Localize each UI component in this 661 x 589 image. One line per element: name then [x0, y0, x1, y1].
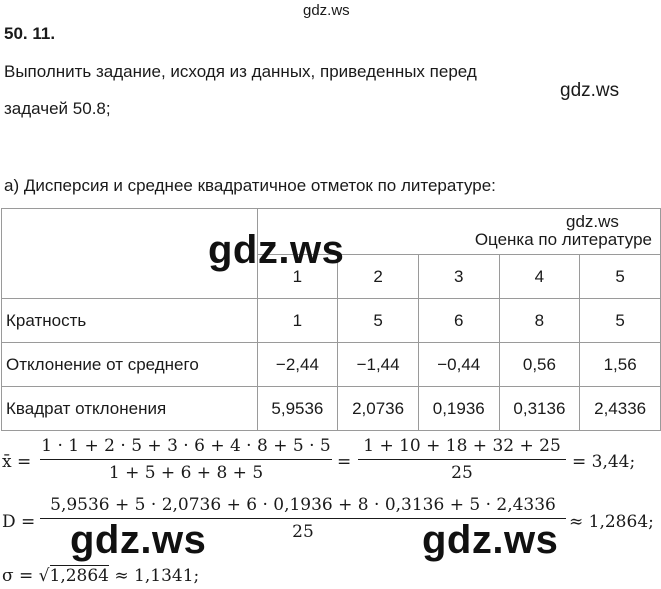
- row-label: Кратность: [2, 299, 258, 343]
- sigma-label: σ =: [2, 566, 34, 586]
- table-cell: 5: [580, 299, 661, 343]
- grade-cell: 5: [580, 255, 661, 299]
- table-cell: −2,44: [257, 343, 338, 387]
- table-cell: 5: [338, 299, 419, 343]
- table-cell: 1: [257, 299, 338, 343]
- mean-numerator-2: 1 + 10 + 18 + 32 + 25: [363, 436, 561, 456]
- variance-denominator: 25: [292, 522, 314, 542]
- variance-result: ≈ 1,2864;: [569, 512, 654, 532]
- table-cell: −1,44: [338, 343, 419, 387]
- variance-numerator: 5,9536 + 5 · 2,0736 + 6 · 0,1936 + 8 · 0,3136 + 5 · 2,4336: [50, 495, 556, 515]
- part-a-heading: а) Дисперсия и среднее квадратичное отметок по литературе:: [4, 176, 496, 195]
- table-header: Оценка по литературе: [257, 209, 660, 255]
- mean-numerator-1: 1 · 1 + 2 · 5 + 3 · 6 + 4 · 8 + 5 · 5: [41, 436, 331, 456]
- fraction-bar: [40, 459, 332, 460]
- table-cell: −0,44: [418, 343, 499, 387]
- table-cell: 2,0736: [338, 387, 419, 431]
- watermark-table-small: gdz.ws: [566, 212, 619, 231]
- grade-cell: 2: [338, 255, 419, 299]
- table-row: [2, 387, 661, 431]
- table-cell: 5,9536: [257, 387, 338, 431]
- watermark-top: gdz.ws: [303, 2, 350, 19]
- mean-denominator-2: 25: [451, 463, 473, 483]
- table-cell: 2,4336: [580, 387, 661, 431]
- watermark-bottom-right: gdz.ws: [422, 518, 559, 562]
- grade-cell: 3: [418, 255, 499, 299]
- fraction-bar: [358, 459, 566, 460]
- variance-lhs: D =: [2, 512, 36, 532]
- problem-text-line1: Выполнить задание, исходя из данных, приведенных перед: [4, 62, 477, 81]
- problem-number: 50. 11.: [4, 24, 56, 43]
- table-row: [2, 343, 661, 387]
- problem-text-line2: задачей 50.8;: [4, 99, 111, 118]
- grade-cell: 1: [257, 255, 338, 299]
- mean-fraction-1: [40, 436, 332, 483]
- table-cell: 0,1936: [418, 387, 499, 431]
- mean-result: = 3,44;: [572, 452, 636, 472]
- row-label: Отклонение от среднего: [2, 343, 258, 387]
- sigma-radicand: 1,2864: [49, 566, 109, 586]
- table-cell: 8: [499, 299, 580, 343]
- watermark-table-big: gdz.ws: [208, 228, 345, 272]
- sigma-result: ≈ 1,1341;: [114, 566, 200, 586]
- grade-cell: 4: [499, 255, 580, 299]
- radical-icon: √: [38, 566, 50, 586]
- table-row: [2, 299, 661, 343]
- sigma-lhs: [2, 566, 199, 586]
- mean-fraction-2: [358, 436, 566, 483]
- watermark-bottom-left: gdz.ws: [70, 518, 207, 562]
- row-label: Квадрат отклонения: [2, 387, 258, 431]
- mean-denominator-1: 1 + 5 + 6 + 8 + 5: [108, 463, 264, 483]
- table-cell: 0,3136: [499, 387, 580, 431]
- table-cell: 6: [418, 299, 499, 343]
- mean-lhs: x̄ =: [2, 452, 32, 472]
- watermark-right: gdz.ws: [560, 80, 620, 101]
- mean-equals: =: [337, 452, 352, 472]
- table-cell: 1,56: [580, 343, 661, 387]
- table-cell: 0,56: [499, 343, 580, 387]
